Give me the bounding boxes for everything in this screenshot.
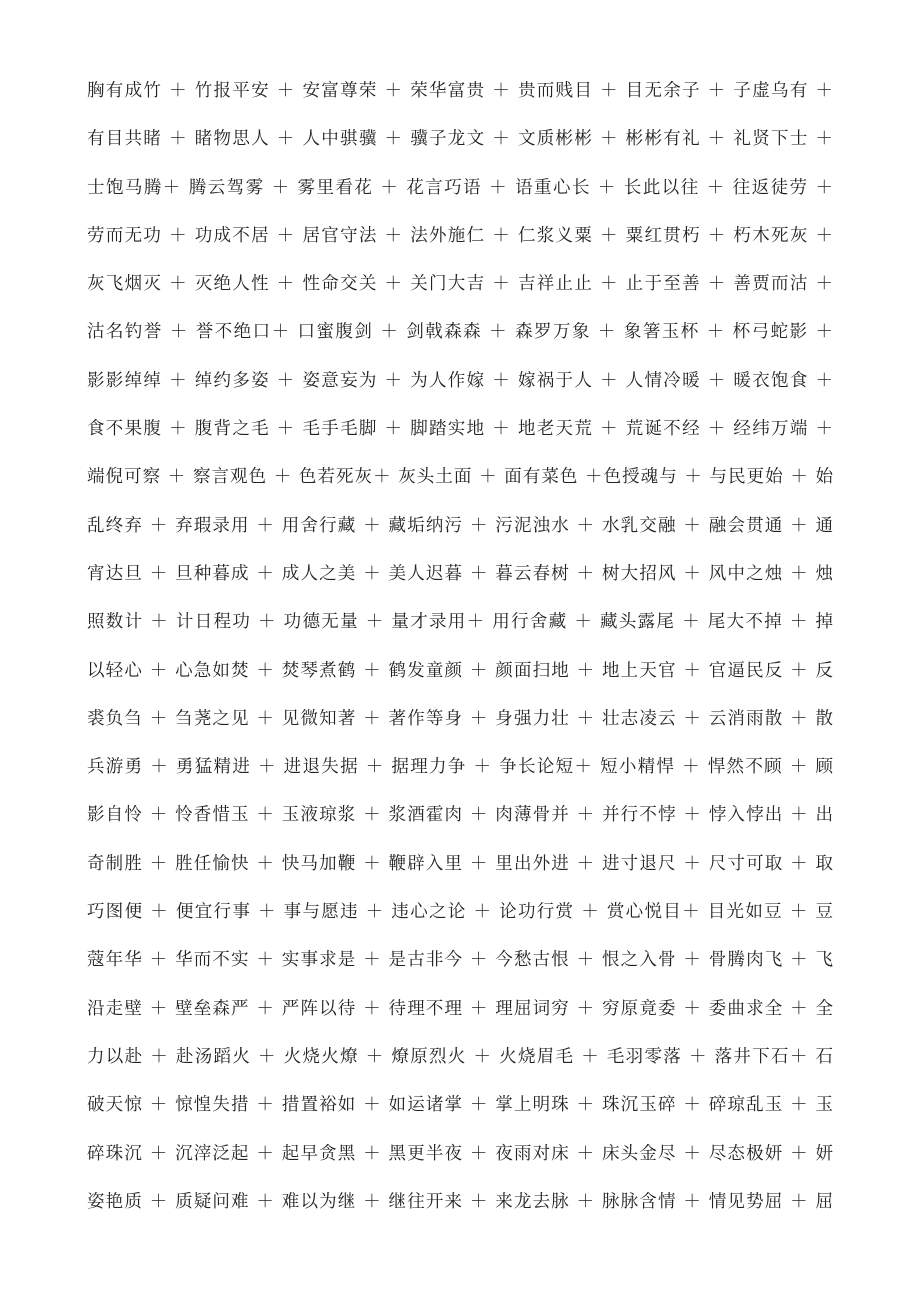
- text-line: 碎珠沉 ＋ 沉滓泛起 ＋ 起早贪黑 ＋ 黑更半夜 ＋ 夜雨对床 ＋ 床头金尽 ＋ 尽态极妍 ＋ 妍: [87, 1143, 833, 1164]
- text-line: 士饱马腾＋ 腾云驾雾 ＋ 雾里看花 ＋ 花言巧语 ＋ 语重心长 ＋ 长此以往 ＋ 往返徒劳 ＋: [87, 177, 833, 198]
- text-line: 影自怜 ＋ 怜香惜玉 ＋ 玉液琼浆 ＋ 浆酒霍肉 ＋ 肉薄骨并 ＋ 并行不悖 ＋ 悖入悖出 ＋ 出: [87, 805, 833, 826]
- text-line: 胸有成竹 ＋ 竹报平安 ＋ 安富尊荣 ＋ 荣华富贵 ＋ 贵而贱目 ＋ 目无余子 ＋ 子虚乌有 ＋: [87, 81, 833, 101]
- text-line: 奇制胜 ＋ 胜任愉快 ＋ 快马加鞭 ＋ 鞭辟入里 ＋ 里出外进 ＋ 进寸退尺 ＋ 尺寸可取 ＋ 取: [87, 853, 833, 874]
- text-line: 破天惊 ＋ 惊惶失措 ＋ 措置裕如 ＋ 如运诸掌 ＋ 掌上明珠 ＋ 珠沉玉碎 ＋ 碎琼乱玉 ＋ 玉: [87, 1095, 833, 1116]
- text-line: 巧图便 ＋ 便宜行事 ＋ 事与愿违 ＋ 违心之论 ＋ 论功行赏 ＋ 赏心悦目＋ 目光如豆 ＋ 豆: [87, 902, 833, 923]
- text-line: 端倪可察 ＋ 察言观色 ＋ 色若死灰＋ 灰头土面 ＋ 面有菜色 ＋色授魂与 ＋ 与民更始 ＋ 始: [87, 467, 833, 488]
- text-line: 以轻心 ＋ 心急如焚 ＋ 焚琴煮鹤 ＋ 鹤发童颜 ＋ 颜面扫地 ＋ 地上天官 ＋ 官逼民反 ＋ 反: [87, 660, 833, 681]
- text-line: 姿艳质 ＋ 质疑问难 ＋ 难以为继 ＋ 继往开来 ＋ 来龙去脉 ＋ 脉脉含情 ＋ 情见势屈 ＋ 屈: [87, 1191, 833, 1212]
- text-line: 照数计 ＋ 计日程功 ＋ 功德无量 ＋ 量才录用＋ 用行舍藏 ＋ 藏头露尾 ＋ 尾大不掉 ＋ 掉: [87, 612, 833, 633]
- text-line: 灰飞烟灭 ＋ 灭绝人性 ＋ 性命交关 ＋ 关门大吉 ＋ 吉祥止止 ＋ 止于至善 ＋ 善贾而沽 ＋: [87, 274, 833, 295]
- text-line: 裘负刍 ＋ 刍荛之见 ＋ 见微知著 ＋ 著作等身 ＋ 身强力壮 ＋ 壮志凌云 ＋ 云消雨散 ＋ 散: [87, 708, 833, 729]
- text-line: 宵达旦 ＋ 旦种暮成 ＋ 成人之美 ＋ 美人迟暮 ＋ 暮云春树 ＋ 树大招风 ＋ 风中之烛 ＋ 烛: [87, 563, 833, 584]
- text-line: 食不果腹 ＋ 腹背之毛 ＋ 毛手毛脚 ＋ 脚踏实地 ＋ 地老天荒 ＋ 荒诞不经 ＋ 经纬万端 ＋: [87, 419, 833, 440]
- text-line: 劳而无功 ＋ 功成不居 ＋ 居官守法 ＋ 法外施仁 ＋ 仁浆义粟 ＋ 粟红贯朽 ＋ 朽木死灰 ＋: [87, 225, 833, 246]
- text-line: 有目共睹 ＋ 睹物思人 ＋ 人中骐骥 ＋ 骥子龙文 ＋ 文质彬彬 ＋ 彬彬有礼 ＋ 礼贤下士 ＋: [87, 129, 833, 150]
- text-line: 兵游勇 ＋ 勇猛精进 ＋ 进退失据 ＋ 据理力争 ＋ 争长论短＋ 短小精悍 ＋ 悍然不顾 ＋ 顾: [87, 757, 833, 778]
- text-line: 影影绰绰 ＋ 绰约多姿 ＋ 姿意妄为 ＋ 为人作嫁 ＋ 嫁祸于人 ＋ 人情冷暖 ＋ 暖衣饱食 ＋: [87, 370, 833, 391]
- document-body: [87, 72, 833, 1231]
- text-line: 沿走壁 ＋ 壁垒森严 ＋ 严阵以待 ＋ 待理不理 ＋ 理屈词穷 ＋ 穷原竟委 ＋ 委曲求全 ＋ 全: [87, 998, 833, 1019]
- text-line: 乱终弃 ＋ 弃瑕录用 ＋ 用舍行藏 ＋ 藏垢纳污 ＋ 污泥浊水 ＋ 水乳交融 ＋ 融会贯通 ＋ 通: [87, 515, 833, 536]
- text-line: 力以赴 ＋ 赴汤蹈火 ＋ 火烧火燎 ＋ 燎原烈火 ＋ 火烧眉毛 ＋ 毛羽零落 ＋ 落井下石＋ 石: [87, 1046, 833, 1067]
- text-line: 沽名钓誉 ＋ 誉不绝口＋ 口蜜腹剑 ＋ 剑戟森森 ＋ 森罗万象 ＋ 象箸玉杯 ＋ 杯弓蛇影 ＋: [87, 322, 833, 343]
- text-line: 蔻年华 ＋ 华而不实 ＋ 实事求是 ＋ 是古非今 ＋ 今愁古恨 ＋ 恨之入骨 ＋ 骨腾肉飞 ＋ 飞: [87, 950, 833, 971]
